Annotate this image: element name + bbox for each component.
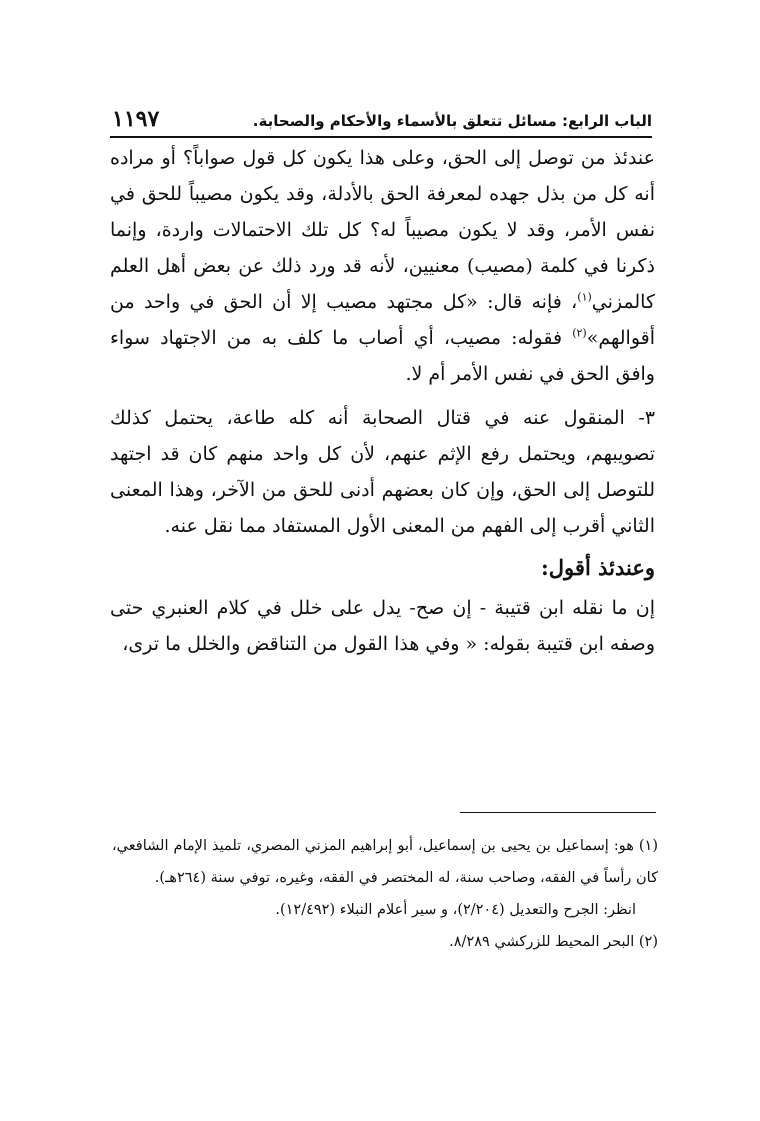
- text-segment: ، فإنه قال: «كل مجتهد مصيب إلا أن الحق في واحد من أقوالهم»: [110, 291, 655, 349]
- footnote-separator: [460, 812, 656, 813]
- page-number: ١١٩٧: [112, 106, 160, 132]
- main-text: [110, 140, 655, 662]
- page-header: [110, 106, 652, 138]
- paragraph: إن ما نقله ابن قتيبة - إن صح- يدل على خلل في كلام العنبري حتى وصفه ابن قتيبة بقوله: « وفي هذا القول من التناقض والخلل ما ترى،: [110, 597, 655, 655]
- footnotes: [112, 830, 658, 958]
- section-heading: وعندئذ أقول:: [541, 555, 655, 580]
- paragraph: ٣- المنقول عنه في قتال الصحابة أنه كله طاعة، يحتمل كذلك تصويبهم، ويحتمل رفع الإثم عنهم، لأن كل واحد منهم كان قد اجتهد للتوصل إلى الحق، وإن كان بعضهم أدنى للحق من الآخر، وهذا المعنى الثاني أقرب إلى الفهم من المعنى الأول المستفاد مما نقل عنه.: [110, 407, 655, 537]
- footnote: (١) هو: إسماعيل بن يحيى بن إسماعيل، أبو إبراهيم المزني المصري، تلميذ الإمام الشافعي، كان رأساً في الفقه، وصاحب سنة، له المختصر في الفقه، وغيره، توفي سنة (٢٦٤هـ).: [112, 838, 658, 886]
- text-segment: عندئذ من توصل إلى الحق، وعلى هذا يكون كل قول صواباً؟ أو مراده أنه كل من بذل جهده لمعرفة الحق بالأدلة، وقد يكون مصيباً للحق في نفس الأمر، وقد لا يكون مصيباً له؟ كل تلك الاحتمالات واردة، وإنما ذكرنا في كلمة (مصيب) معنيين، لأنه قد ورد ذلك عن بعض أهل العلم كالمزني: [110, 147, 655, 313]
- footnote-ref: (٢): [572, 326, 587, 340]
- footnote: (٢) البحر المحيط للزركشي ٨/٢٨٩.: [449, 934, 658, 950]
- footnote-ref: (١): [577, 290, 592, 304]
- footnote-reference: انظر: الجرح والتعديل (٢/٢٠٤)، و سير أعلام النبلاء (١٢/٤٩٢).: [275, 902, 636, 918]
- paragraph: [110, 140, 655, 392]
- text-segment: فقوله: مصيب، أي أصاب ما كلف به من الاجتهاد سواء وافق الحق في نفس الأمر أم لا.: [110, 327, 655, 385]
- chapter-title: الباب الرابع: مسائل تتعلق بالأسماء والأحكام والصحابة.: [252, 112, 652, 130]
